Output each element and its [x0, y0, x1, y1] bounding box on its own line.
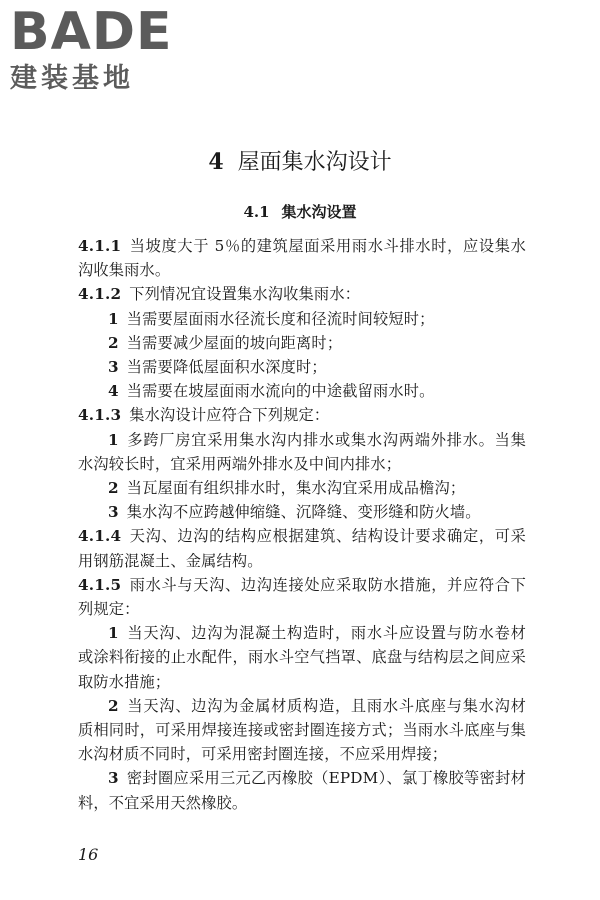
clause-text: 雨水斗与天沟、边沟连接处应采取防水措施，并应符合下列规定：	[78, 575, 526, 619]
item-text: 当需要减少屋面的坡向距离时；	[126, 333, 343, 352]
bade-logo	[10, 2, 180, 96]
list-item	[78, 694, 526, 767]
chapter-title: 屋面集水沟设计	[237, 150, 392, 175]
item-number: 2	[108, 333, 119, 352]
list-item	[78, 476, 526, 500]
clause-4-1-1	[78, 234, 526, 282]
item-number: 1	[108, 430, 119, 449]
page-number: 16	[78, 845, 99, 864]
list-item	[78, 379, 526, 403]
item-number: 3	[108, 769, 119, 788]
item-text: 当需要在坡屋面雨水流向的中途截留雨水时。	[126, 382, 435, 401]
item-number: 4	[108, 382, 119, 401]
logo-wordmark: BADE	[10, 2, 173, 62]
item-number: 3	[108, 503, 119, 522]
clause-number: 4.1.4	[78, 527, 122, 546]
item-text: 多跨厂房宜采用集水沟内排水或集水沟两端外排水。当集水沟较长时，宜采用两端外排水及中间内排水；	[78, 430, 526, 473]
item-number: 3	[108, 358, 119, 377]
section-heading	[0, 201, 600, 223]
item-text: 当天沟、边沟为金属材质构造，且雨水斗底座与集水沟材质相同时，可采用焊接连接或密封圈连接方式；当雨水斗底座与集水沟材质不同时，可采用密封圈连接，不应采用焊接；	[78, 696, 526, 764]
document-body	[78, 234, 526, 815]
chapter-heading	[0, 148, 600, 177]
item-text: 当天沟、边沟为混凝土构造时，雨水斗应设置与防水卷材或涂料衔接的止水配件，雨水斗空气挡罩、底盘与结构层之间应采取防水措施；	[78, 624, 526, 691]
item-number: 2	[108, 696, 119, 715]
clause-text: 天沟、边沟的结构应根据建筑、结构设计要求确定，可采用钢筋混凝土、金属结构。	[78, 527, 526, 570]
section-number: 4.1	[243, 203, 270, 221]
clause-text: 下列情况宜设置集水沟收集雨水：	[129, 285, 361, 304]
item-number: 2	[108, 479, 119, 498]
list-item	[78, 307, 526, 331]
item-text: 当需要屋面雨水径流长度和径流时间较短时；	[126, 309, 435, 328]
logo-subtitle: 建装基地	[10, 63, 134, 94]
list-item	[78, 331, 526, 355]
clause-text: 集水沟设计应符合下列规定：	[129, 406, 330, 425]
clause-number: 4.1.2	[78, 285, 122, 304]
item-text: 当需要降低屋面积水深度时；	[126, 358, 327, 377]
clause-4-1-4	[78, 524, 526, 572]
list-item	[78, 500, 526, 524]
clause-number: 4.1.1	[78, 237, 122, 255]
item-text: 当瓦屋面有组织排水时，集水沟宜采用成品檐沟；	[126, 479, 466, 498]
clause-text: 当坡度大于 5％的建筑屋面采用雨水斗排水时，应设集水沟收集雨水。	[78, 237, 526, 280]
clause-number: 4.1.5	[78, 575, 122, 594]
item-number: 1	[108, 624, 119, 643]
section-title: 集水沟设置	[281, 203, 357, 221]
clause-number: 4.1.3	[78, 406, 122, 425]
clause-4-1-2	[78, 282, 526, 306]
list-item	[78, 766, 526, 814]
list-item	[78, 428, 526, 476]
item-number: 1	[108, 309, 119, 328]
item-text: 集水沟不应跨越伸缩缝、沉降缝、变形缝和防火墙。	[126, 503, 481, 522]
list-item	[78, 621, 526, 694]
clause-4-1-3	[78, 403, 526, 427]
chapter-number: 4	[208, 149, 224, 175]
clause-4-1-5	[78, 573, 526, 621]
list-item	[78, 355, 526, 379]
item-text: 密封圈应采用三元乙丙橡胶（EPDM）、氯丁橡胶等密封材料，不宜采用天然橡胶。	[78, 769, 526, 812]
